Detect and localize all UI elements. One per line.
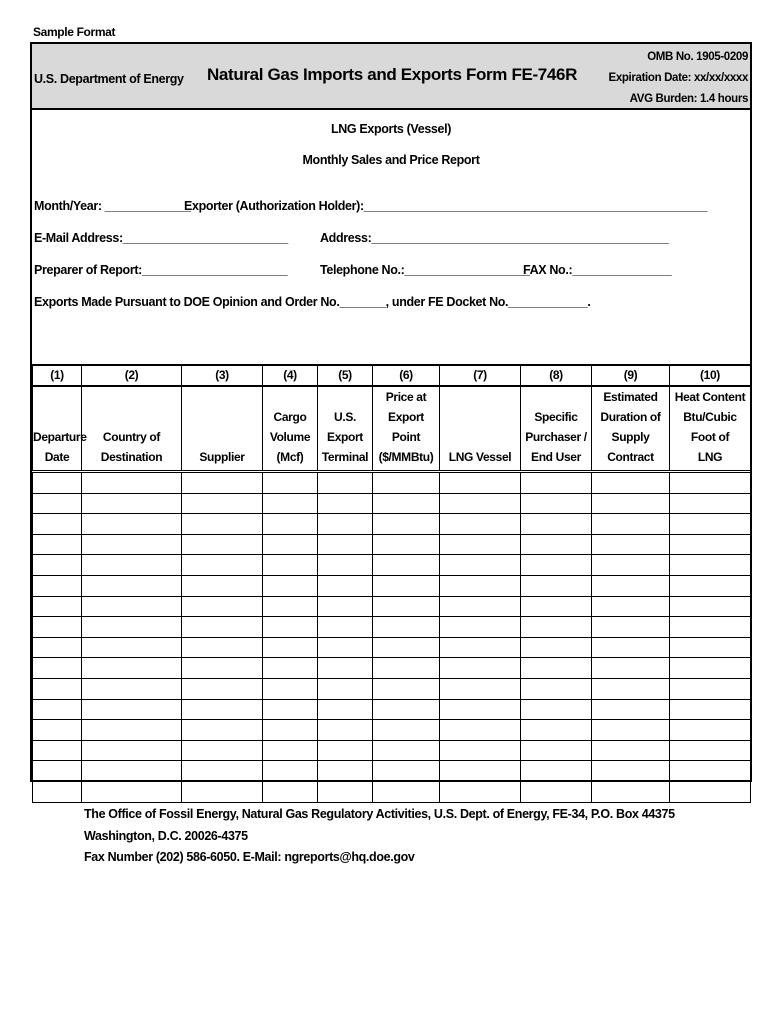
- table-cell[interactable]: [670, 637, 751, 658]
- table-cell[interactable]: [440, 637, 521, 658]
- table-cell[interactable]: [33, 493, 82, 514]
- table-cell[interactable]: [521, 740, 592, 761]
- table-cell[interactable]: [592, 761, 670, 782]
- table-cell[interactable]: [182, 514, 263, 535]
- table-cell[interactable]: [33, 596, 82, 617]
- table-cell[interactable]: [521, 514, 592, 535]
- column-header-line: Supply Contract: [607, 430, 654, 464]
- table-cell[interactable]: [592, 720, 670, 741]
- table-row: [33, 740, 751, 761]
- table-cell[interactable]: [521, 472, 592, 494]
- column-header: [440, 386, 521, 472]
- table-cell[interactable]: [521, 678, 592, 699]
- table-cell[interactable]: [440, 699, 521, 720]
- table-cell[interactable]: [592, 575, 670, 596]
- table-cell[interactable]: [521, 534, 592, 555]
- column-header-line: Btu/Cubic Foot of: [683, 410, 737, 444]
- column-header-line: Purchaser /: [525, 430, 587, 444]
- telephone-field[interactable]: Telephone No.:___________________: [320, 263, 530, 277]
- table-cell[interactable]: [263, 740, 318, 761]
- table-cell[interactable]: [82, 472, 182, 494]
- table-cell[interactable]: [670, 575, 751, 596]
- table-cell[interactable]: [440, 575, 521, 596]
- table-cell[interactable]: [440, 555, 521, 576]
- table-cell[interactable]: [33, 575, 82, 596]
- table-cell[interactable]: [33, 740, 82, 761]
- table-cell[interactable]: [318, 514, 373, 535]
- table-cell[interactable]: [670, 678, 751, 699]
- table-cell[interactable]: [521, 637, 592, 658]
- column-header-line: Duration of: [600, 410, 661, 424]
- table-cell[interactable]: [182, 534, 263, 555]
- table-cell[interactable]: [182, 699, 263, 720]
- table-cell[interactable]: [592, 596, 670, 617]
- omb-number: OMB No. 1905-0209: [647, 51, 748, 63]
- table-cell[interactable]: [670, 514, 751, 535]
- table-cell[interactable]: [82, 596, 182, 617]
- table-cell[interactable]: [670, 781, 751, 802]
- column-header-line: Departure: [33, 430, 87, 444]
- form-title: Natural Gas Imports and Exports Form FE-746R: [207, 65, 578, 84]
- expiration-date: Expiration Date: xx/xx/xxxx: [608, 72, 748, 84]
- column-number: (8): [521, 365, 592, 386]
- table-cell[interactable]: [670, 720, 751, 741]
- table-cell[interactable]: [182, 678, 263, 699]
- column-number-row: [33, 365, 751, 386]
- column-header-line: Specific: [534, 410, 578, 424]
- table-row: [33, 555, 751, 576]
- column-header-line: U.S. Export: [327, 410, 363, 444]
- table-cell[interactable]: [82, 678, 182, 699]
- table-cell[interactable]: [182, 720, 263, 741]
- table-cell[interactable]: [33, 699, 82, 720]
- table-cell[interactable]: [263, 575, 318, 596]
- table-cell[interactable]: [318, 781, 373, 802]
- table-row: [33, 472, 751, 494]
- table-cell[interactable]: [182, 761, 263, 782]
- opinion-order-field[interactable]: Exports Made Pursuant to DOE Opinion and Order No._______, under FE Docket No.____________.: [34, 295, 591, 309]
- table-cell[interactable]: [263, 781, 318, 802]
- table-cell[interactable]: [318, 678, 373, 699]
- table-cell[interactable]: [440, 740, 521, 761]
- table-cell[interactable]: [440, 472, 521, 494]
- table-cell[interactable]: [521, 658, 592, 679]
- table-cell[interactable]: [670, 761, 751, 782]
- table-cell[interactable]: [592, 493, 670, 514]
- column-header-line: Export Point: [388, 410, 424, 444]
- table-cell[interactable]: [592, 534, 670, 555]
- table-cell[interactable]: [263, 596, 318, 617]
- table-cell[interactable]: [82, 514, 182, 535]
- table-cell[interactable]: [373, 555, 440, 576]
- table-cell[interactable]: [263, 617, 318, 638]
- table-cell[interactable]: [182, 493, 263, 514]
- report-subtitle-monthly: Monthly Sales and Price Report: [302, 153, 480, 167]
- exporter-field[interactable]: Exporter (Authorization Holder):____________________________________________________: [184, 199, 708, 213]
- table-cell[interactable]: [373, 699, 440, 720]
- table-cell[interactable]: [521, 596, 592, 617]
- table-cell[interactable]: [440, 761, 521, 782]
- table-cell[interactable]: [33, 555, 82, 576]
- table-cell[interactable]: [521, 720, 592, 741]
- table-cell[interactable]: [373, 617, 440, 638]
- column-number: (6): [373, 365, 440, 386]
- column-header: [670, 386, 751, 472]
- table-cell[interactable]: [521, 617, 592, 638]
- column-header-row: [33, 386, 751, 472]
- table-cell[interactable]: [33, 658, 82, 679]
- table-cell[interactable]: [373, 637, 440, 658]
- table-cell[interactable]: [373, 781, 440, 802]
- column-header: [82, 386, 182, 472]
- table-cell[interactable]: [318, 740, 373, 761]
- table-cell[interactable]: [182, 472, 263, 494]
- column-header: [318, 386, 373, 472]
- table-cell[interactable]: [263, 472, 318, 494]
- table-cell[interactable]: [82, 555, 182, 576]
- table-cell[interactable]: [33, 472, 82, 494]
- table-cell[interactable]: [373, 514, 440, 535]
- table-cell[interactable]: [182, 596, 263, 617]
- table-cell[interactable]: [82, 534, 182, 555]
- column-header: [592, 386, 670, 472]
- table-cell[interactable]: [440, 534, 521, 555]
- table-cell[interactable]: [318, 699, 373, 720]
- month-year-field[interactable]: Month/Year: _____________: [34, 199, 191, 213]
- table-cell[interactable]: [373, 740, 440, 761]
- table-cell[interactable]: [440, 596, 521, 617]
- table-cell[interactable]: [521, 699, 592, 720]
- column-header: [263, 386, 318, 472]
- table-cell[interactable]: [82, 637, 182, 658]
- table-row: [33, 617, 751, 638]
- column-header-line: Estimated: [603, 390, 658, 404]
- table-cell[interactable]: [373, 761, 440, 782]
- table-cell[interactable]: [318, 637, 373, 658]
- table-cell[interactable]: [318, 720, 373, 741]
- table-cell[interactable]: [592, 514, 670, 535]
- table-cell[interactable]: [82, 781, 182, 802]
- table-cell[interactable]: [182, 617, 263, 638]
- table-cell[interactable]: [82, 575, 182, 596]
- table-cell[interactable]: [521, 781, 592, 802]
- table-row: [33, 493, 751, 514]
- table-cell[interactable]: [263, 658, 318, 679]
- table-cell[interactable]: [592, 472, 670, 494]
- report-subtitle-lng-exports: LNG Exports (Vessel): [330, 122, 452, 136]
- preparer-field[interactable]: Preparer of Report:______________________: [34, 263, 288, 277]
- table-cell[interactable]: [440, 514, 521, 535]
- table-cell[interactable]: [318, 534, 373, 555]
- column-header-line: Cargo: [273, 410, 307, 424]
- table-cell[interactable]: [318, 575, 373, 596]
- table-cell[interactable]: [318, 658, 373, 679]
- column-number: (9): [592, 365, 670, 386]
- table-cell[interactable]: [33, 534, 82, 555]
- fax-field[interactable]: FAX No.:_______________: [523, 263, 672, 277]
- column-header-line: Volume: [269, 430, 311, 444]
- table-cell[interactable]: [82, 493, 182, 514]
- table-cell[interactable]: [440, 781, 521, 802]
- table-cell[interactable]: [318, 617, 373, 638]
- table-cell[interactable]: [318, 761, 373, 782]
- column-number: (1): [33, 365, 82, 386]
- table-cell[interactable]: [82, 617, 182, 638]
- table-body: [33, 472, 751, 803]
- table-cell[interactable]: [182, 740, 263, 761]
- column-number: (7): [440, 365, 521, 386]
- table-cell[interactable]: [263, 534, 318, 555]
- table-cell[interactable]: [670, 493, 751, 514]
- table-cell[interactable]: [592, 555, 670, 576]
- table-cell[interactable]: [592, 637, 670, 658]
- table-cell[interactable]: [670, 596, 751, 617]
- table-cell[interactable]: [592, 781, 670, 802]
- column-header: [521, 386, 592, 472]
- footer-city-line: Washington, D.C. 20026-4375: [84, 828, 248, 843]
- table-row: [33, 761, 751, 782]
- table-cell[interactable]: [182, 658, 263, 679]
- table-cell[interactable]: [373, 658, 440, 679]
- table-cell[interactable]: [521, 493, 592, 514]
- table-cell[interactable]: [33, 761, 82, 782]
- table-cell[interactable]: [521, 555, 592, 576]
- table-cell[interactable]: [318, 472, 373, 494]
- agency-name: U.S. Department of Energy: [34, 72, 184, 86]
- table-cell[interactable]: [263, 555, 318, 576]
- table-cell[interactable]: [263, 678, 318, 699]
- table-cell[interactable]: [670, 534, 751, 555]
- table-row: [33, 720, 751, 741]
- address-field[interactable]: Address:_____________________________________________: [320, 231, 669, 245]
- table-cell[interactable]: [440, 720, 521, 741]
- exports-table-wrap: [32, 364, 750, 803]
- table-cell[interactable]: [373, 472, 440, 494]
- footer-office-line: The Office of Fossil Energy, Natural Gas Regulatory Activities, U.S. Dept. of Energy, FE-34, P.O. Box 44375: [84, 807, 675, 821]
- table-cell[interactable]: [592, 617, 670, 638]
- table-cell[interactable]: [263, 493, 318, 514]
- table-cell[interactable]: [440, 617, 521, 638]
- column-header-line: ($/MMBtu): [378, 450, 434, 464]
- column-header: [33, 386, 87, 472]
- footer-fax-email-line: Fax Number (202) 586-6050. E-Mail: ngreports@hq.doe.gov: [84, 850, 415, 864]
- column-header-line: (Mcf): [276, 450, 304, 464]
- table-cell[interactable]: [521, 761, 592, 782]
- form-fe-746r: [30, 42, 752, 782]
- table-cell[interactable]: [440, 678, 521, 699]
- table-cell[interactable]: [373, 596, 440, 617]
- column-number: (4): [263, 365, 318, 386]
- sample-format-label: Sample Format: [33, 25, 116, 39]
- table-cell[interactable]: [182, 637, 263, 658]
- table-cell[interactable]: [521, 575, 592, 596]
- column-number: (10): [670, 365, 751, 386]
- table-cell[interactable]: [182, 555, 263, 576]
- table-cell[interactable]: [670, 555, 751, 576]
- table-cell[interactable]: [263, 720, 318, 741]
- table-row: [33, 637, 751, 658]
- table-row: [33, 699, 751, 720]
- table-cell[interactable]: [33, 637, 82, 658]
- table-cell[interactable]: [263, 514, 318, 535]
- table-cell[interactable]: [263, 699, 318, 720]
- table-cell[interactable]: [318, 493, 373, 514]
- table-cell[interactable]: [592, 699, 670, 720]
- table-cell[interactable]: [373, 575, 440, 596]
- column-header-line: End User: [531, 450, 581, 464]
- column-header-line: Destination: [100, 450, 163, 464]
- table-cell[interactable]: [82, 720, 182, 741]
- table-cell[interactable]: [82, 740, 182, 761]
- avg-burden: AVG Burden: 1.4 hours: [629, 93, 748, 105]
- table-row: [33, 781, 751, 802]
- footer-contact: [84, 804, 675, 869]
- table-cell[interactable]: [440, 658, 521, 679]
- column-number: (5): [318, 365, 373, 386]
- table-cell[interactable]: [82, 699, 182, 720]
- column-header-line: Date: [44, 450, 70, 464]
- table-cell[interactable]: [373, 720, 440, 741]
- table-cell[interactable]: [263, 761, 318, 782]
- table-cell[interactable]: [670, 740, 751, 761]
- column-header-line: Terminal: [321, 450, 369, 464]
- column-header-line: Country of: [102, 430, 161, 444]
- table-cell[interactable]: [33, 720, 82, 741]
- table-cell[interactable]: [592, 658, 670, 679]
- table-cell[interactable]: [182, 575, 263, 596]
- table-row: [33, 596, 751, 617]
- column-header-line: Supplier: [199, 450, 245, 464]
- column-header-line: LNG Vessel: [448, 450, 512, 464]
- table-cell[interactable]: [373, 678, 440, 699]
- table-cell[interactable]: [33, 514, 82, 535]
- form-header: [32, 44, 750, 110]
- column-header-line: Heat Content: [674, 390, 746, 404]
- table-row: [33, 514, 751, 535]
- table-cell[interactable]: [440, 493, 521, 514]
- table-row: [33, 575, 751, 596]
- table-cell[interactable]: [318, 555, 373, 576]
- table-row: [33, 534, 751, 555]
- table-cell[interactable]: [670, 617, 751, 638]
- table-cell[interactable]: [82, 761, 182, 782]
- table-row: [33, 678, 751, 699]
- table-cell[interactable]: [318, 596, 373, 617]
- table-cell[interactable]: [182, 781, 263, 802]
- table-row: [33, 658, 751, 679]
- exports-table: [32, 364, 751, 803]
- email-field[interactable]: E-Mail Address:_________________________: [34, 231, 288, 245]
- table-cell[interactable]: [82, 658, 182, 679]
- column-number: (3): [182, 365, 263, 386]
- table-cell[interactable]: [33, 678, 82, 699]
- omb-info: [609, 47, 748, 110]
- column-header: [373, 386, 440, 472]
- table-cell[interactable]: [670, 658, 751, 679]
- table-cell[interactable]: [373, 534, 440, 555]
- table-cell[interactable]: [263, 637, 318, 658]
- table-cell[interactable]: [33, 781, 82, 802]
- table-cell[interactable]: [373, 493, 440, 514]
- column-header: [182, 386, 263, 472]
- table-cell[interactable]: [592, 740, 670, 761]
- column-header-line: LNG: [697, 450, 723, 464]
- column-number: (2): [82, 365, 182, 386]
- table-cell[interactable]: [592, 678, 670, 699]
- table-cell[interactable]: [670, 472, 751, 494]
- table-cell[interactable]: [670, 699, 751, 720]
- column-header-line: Price at: [385, 390, 427, 404]
- table-cell[interactable]: [33, 617, 82, 638]
